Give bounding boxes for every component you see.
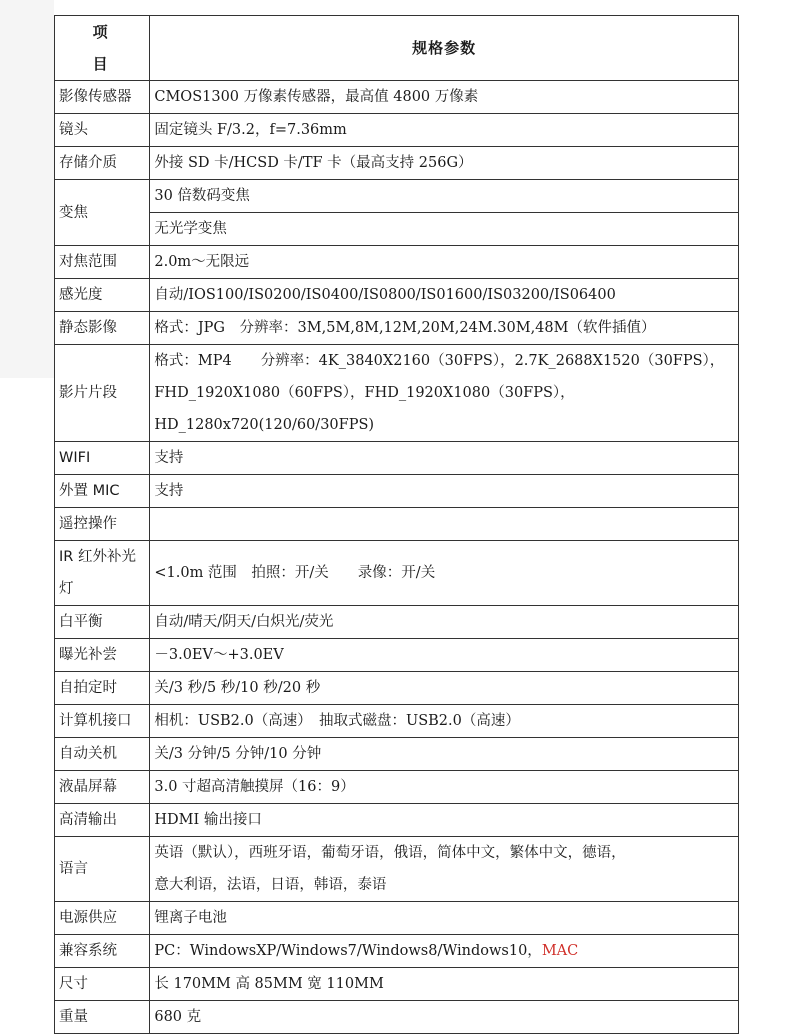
row-label: 语言: [55, 837, 150, 902]
table-row: [55, 81, 739, 114]
row-value: 关/3 秒/5 秒/10 秒/20 秒: [150, 672, 739, 705]
row-value: 2.0m～无限远: [150, 246, 739, 279]
row-value: 锂离子电池: [150, 902, 739, 935]
row-value: [150, 935, 739, 968]
row-label: 尺寸: [55, 968, 150, 1001]
row-label: 存储介质: [55, 147, 150, 180]
table-row: [55, 935, 739, 968]
row-label: 兼容系统: [55, 935, 150, 968]
header-item: 项 目: [55, 16, 150, 81]
row-value-line: 意大利语，法语，日语，韩语，泰语: [154, 877, 387, 893]
spec-table: [54, 15, 739, 1034]
row-value: 关/3 分钟/5 分钟/10 分钟: [150, 738, 739, 771]
row-label: 影像传感器: [55, 81, 150, 114]
row-value: [150, 837, 739, 902]
row-label: WIFI: [55, 442, 150, 475]
table-row: [55, 345, 739, 442]
row-value: 长 170MM 高 85MM 宽 110MM: [150, 968, 739, 1001]
row-value: 30 倍数码变焦: [150, 180, 739, 213]
table-row: [55, 114, 739, 147]
table-row: [55, 475, 739, 508]
table-row: [55, 639, 739, 672]
compat-value: PC：WindowsXP/Windows7/Windows8/Windows10，: [154, 943, 542, 959]
table-row: [55, 442, 739, 475]
row-value: 支持: [150, 475, 739, 508]
row-label: 白平衡: [55, 606, 150, 639]
row-label: 镜头: [55, 114, 150, 147]
row-value: 支持: [150, 442, 739, 475]
row-label: 自拍定时: [55, 672, 150, 705]
table-row: [55, 804, 739, 837]
table-row: [55, 705, 739, 738]
row-label: 变焦: [55, 180, 150, 246]
row-label: 外置 MIC: [55, 475, 150, 508]
row-label: 对焦范围: [55, 246, 150, 279]
table-row: [55, 738, 739, 771]
row-value: 格式：JPG 分辨率：3M,5M,8M,12M,20M,24M.30M,48M（软件插值）: [150, 312, 739, 345]
row-label: 自动关机: [55, 738, 150, 771]
header-spec: 规格参数: [150, 16, 739, 81]
table-row: [55, 180, 739, 213]
row-value: 固定镜头 F/3.2，f=7.36mm: [150, 114, 739, 147]
row-label: IR 红外补光灯: [55, 541, 150, 606]
table-row: [55, 213, 739, 246]
row-value: HDMI 输出接口: [150, 804, 739, 837]
row-label: 静态影像: [55, 312, 150, 345]
table-row: [55, 541, 739, 606]
table-row: [55, 279, 739, 312]
compat-mac-highlight: MAC: [541, 943, 579, 959]
row-value: CMOS1300 万像素传感器，最高值 4800 万像素: [150, 81, 739, 114]
left-background-strip: [0, 0, 54, 378]
row-value: 680 克: [150, 1001, 739, 1034]
row-value: －3.0EV～+3.0EV: [150, 639, 739, 672]
row-value-line: 英语（默认），西班牙语，葡萄牙语，俄语，简体中文，繁体中文，德语，: [154, 845, 626, 861]
row-label: 重量: [55, 1001, 150, 1034]
row-value-line: HD_1280x720(120/60/30FPS): [154, 417, 375, 433]
row-label: 计算机接口: [55, 705, 150, 738]
row-label: 感光度: [55, 279, 150, 312]
row-value-line: FHD_1920X1080（60FPS），FHD_1920X1080（30FPS），: [154, 385, 575, 401]
table-row: [55, 147, 739, 180]
row-value: 自动/IOS100/IS0200/IS0400/IS0800/IS01600/IS03200/IS06400: [150, 279, 739, 312]
row-label: 电源供应: [55, 902, 150, 935]
table-row: [55, 312, 739, 345]
row-label: 液晶屏幕: [55, 771, 150, 804]
table-row: [55, 606, 739, 639]
table-row: [55, 968, 739, 1001]
row-label: 曝光补尝: [55, 639, 150, 672]
row-label: 影片片段: [55, 345, 150, 442]
row-value: <1.0m 范围 拍照：开/关 录像：开/关: [150, 541, 739, 606]
row-value: [150, 345, 739, 442]
row-label: 遥控操作: [55, 508, 150, 541]
table-row: [55, 837, 739, 902]
table-row: [55, 672, 739, 705]
table-header-row: [55, 16, 739, 81]
row-value-line: 格式：MP4 分辨率：4K_3840X2160（30FPS），2.7K_2688X1520（30FPS），: [154, 353, 725, 369]
row-value: 外接 SD 卡/HCSD 卡/TF 卡（最高支持 256G）: [150, 147, 739, 180]
table-row: [55, 1001, 739, 1034]
row-value: 无光学变焦: [150, 213, 739, 246]
row-value: 自动/晴天/阴天/白炽光/荧光: [150, 606, 739, 639]
table-row: [55, 508, 739, 541]
row-value: [150, 508, 739, 541]
table-row: [55, 902, 739, 935]
table-row: [55, 771, 739, 804]
row-value: 相机：USB2.0（高速） 抽取式磁盘：USB2.0（高速）: [150, 705, 739, 738]
table-row: [55, 246, 739, 279]
row-label: 高清输出: [55, 804, 150, 837]
row-value: 3.0 寸超高清触摸屏（16：9）: [150, 771, 739, 804]
